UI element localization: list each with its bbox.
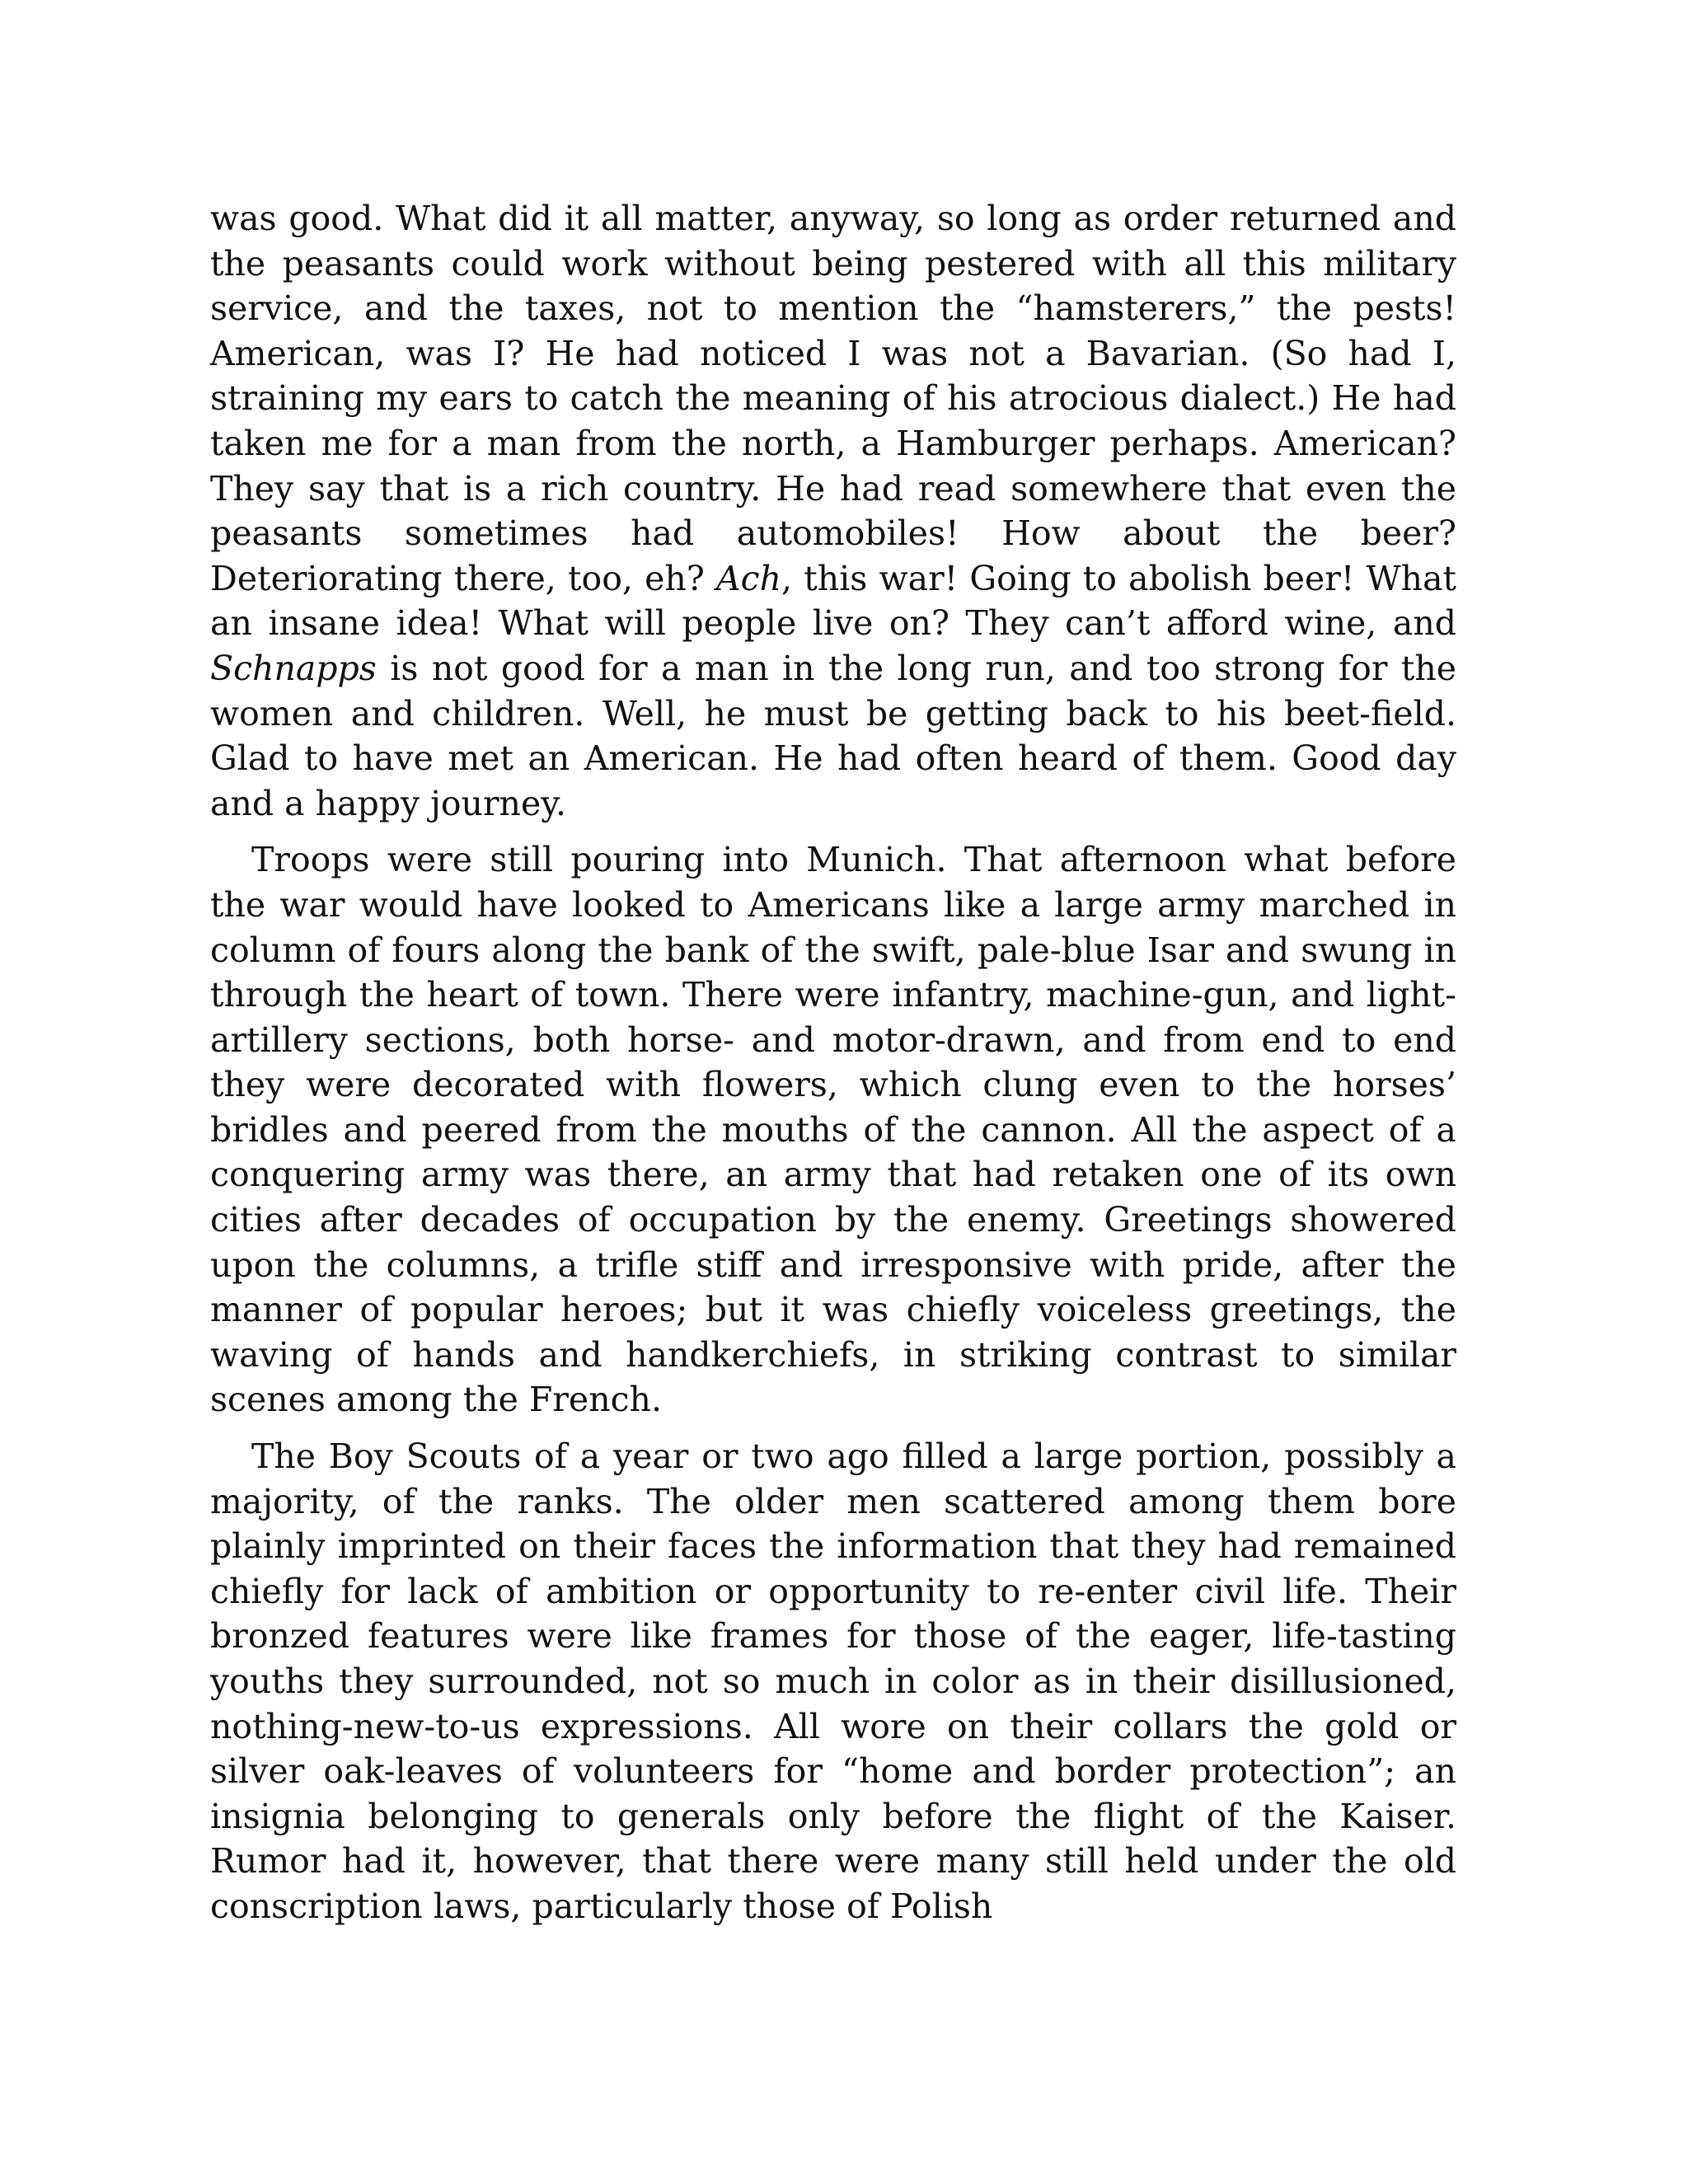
- paragraph-3-text: The Boy Scouts of a year or two ago filled a large portion, possibly a majority, of the ranks. The older men scattered among them bore plainly imprinted on their faces the information that they had remained chiefly for lack of ambition or opportunity to re-enter civil life. Their bronzed features were like frames for those of the eager, life-tasting youths they surrounded, not so much in color as in their disillusioned, nothing-new-to-us expressions. All wore on their collars the gold or silver oak-leaves of volunteers for “home and border protection”; an insignia belonging to generals only before the flight of the Kaiser. Rumor had it, however, that there were many still held under the old conscription laws, particularly those of Polish: [210, 1436, 1456, 1926]
- paragraph-1: [210, 196, 1456, 826]
- paragraph-1-italic-ach: Ach: [716, 558, 782, 598]
- page-body: [210, 196, 1456, 1929]
- paragraph-1-italic-schnapps: Schnapps: [210, 648, 377, 688]
- paragraph-2: [210, 837, 1456, 1422]
- paragraph-3: [210, 1434, 1456, 1929]
- paragraph-2-text: Troops were still pouring into Munich. That afternoon what before the war would have looked to Americans like a large army marched in column of fours along the bank of the swift, pale-blue Isar and swung in through the heart of town. There were infantry, machine-gun, and light-artillery sections, both horse- and motor-drawn, and from end to end they were decorated with flowers, which clung even to the horses’ bridles and peered from the mouths of the cannon. All the aspect of a conquering army was there, an army that had retaken one of its own cities after decades of occupation by the enemy. Greetings showered upon the columns, a trifle stiff and irresponsive with pride, after the manner of popular heroes; but it was chiefly voiceless greetings, the waving of hands and handkerchiefs, in striking contrast to similar scenes among the French.: [210, 840, 1456, 1420]
- paragraph-1-text-1: was good. What did it all matter, anyway, so long as order returned and the peasants could work without being pestered with all this military service, and the taxes, not to mention the “hamsterers,” the pests! American, was I? He had noticed I was not a Bavarian. (So had I, straining my ears to catch the meaning of his atrocious dialect.) He had taken me for a man from the north, a Hamburger perhaps. American? They say that is a rich country. He had read somewhere that even the peasants sometimes had automobiles! How about the beer? Deteriorating there, too, eh?: [210, 199, 1456, 598]
- paragraph-1-text-3: is not good for a man in the long run, and too strong for the women and children. Well, he must be getting back to his beet-field. Glad to have met an American. He had often heard of them. Good day and a happy journey.: [210, 648, 1456, 823]
- paragraph-1-text-2: , this war! Going to abolish beer! What an insane idea! What will people live on? They can’t afford wine, and: [210, 558, 1456, 644]
